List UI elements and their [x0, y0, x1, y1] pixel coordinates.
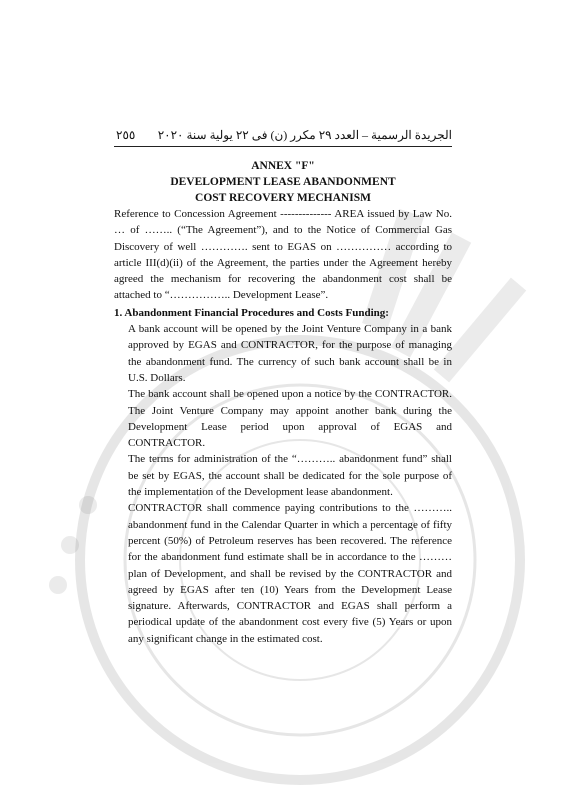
paragraph-contributions: CONTRACTOR shall commence paying contributions to the ……….. abandonment fund in the Calendar Quarter in which a percentage of fifty percent (50%) of Petroleum reserves has been recovered. The reference for the abandonment fund estimate shall be in accordance to the ……… plan of Development, and shall be revised by the CONTRACTOR and agreed by EGAS after ten (10) Years from the Development Lease signature. Afterwards, CONTRACTOR and EGAS shall perform a periodical update of the abandonment cost every five (5) Years or upon any significant change in the estimated cost.	[128, 502, 452, 645]
document-body	[114, 158, 452, 647]
header-divider	[114, 146, 452, 147]
document-heading-line2: COST RECOVERY MECHANISM	[195, 192, 371, 204]
document-heading-line1: DEVELOPMENT LEASE ABANDONMENT	[170, 176, 396, 188]
annex-title: ANNEX "F"	[251, 160, 315, 172]
paragraph-bank-account: A bank account will be opened by the Joint Venture Company in a bank approved by EGAS and CONTRACTOR, for the purpose of managing the abandonment fund. The currency of such bank account shall be in U.S. Dollars.	[128, 323, 452, 384]
section-title: 1. Abandonment Financial Procedures and Costs Funding:	[114, 306, 389, 319]
intro-paragraph: Reference to Concession Agreement -------------- AREA issued by Law No. … of …….. (“The Agreement”), and to the Notice of Commercial Gas Discovery of well …………. sent to EGAS on …………… according to article III(d)(ii) of the Agreement, the parties under the Agreement hereby agreed the mechanism for recovering the abandonment cost shall be attached to “…………….. Development Lease”.	[114, 208, 452, 302]
paragraph-fund-terms: The terms for administration of the “……….. abandonment fund” shall be set by EGAS, the account shall be dedicated for the sole purpose of the implementation of the Development lease abandonment.	[128, 453, 452, 499]
paragraph-account-opening: The bank account shall be opened upon a notice by the CONTRACTOR. The Joint Venture Company may appoint another bank during the Development Lease period upon approval of EGAS and CONTRACTOR.	[128, 388, 452, 450]
page-header	[114, 127, 452, 145]
gazette-title: الجريدة الرسمية – العدد ٢٩ مكرر (ن) فى ٢٢ يولية سنة ٢٠٢٠	[157, 128, 452, 142]
page-number: ٢٥٥	[116, 128, 136, 142]
